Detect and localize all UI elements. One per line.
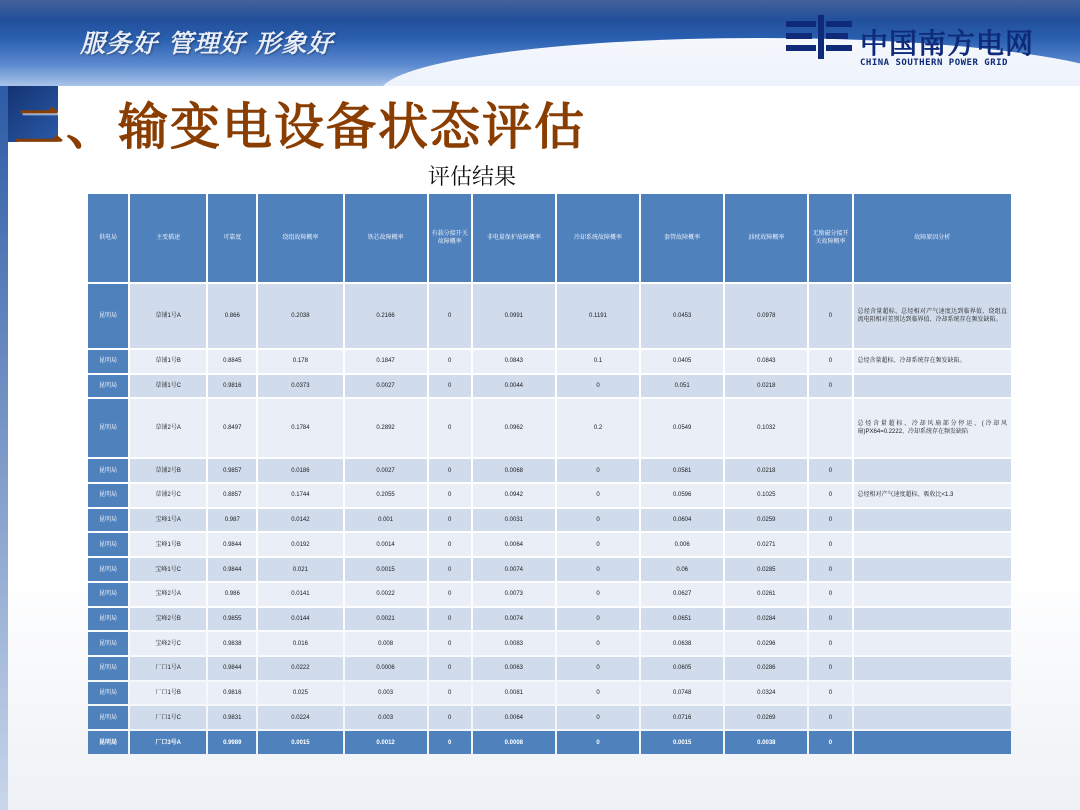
table-cell: 0.0962 <box>473 399 555 457</box>
table-cell: 0 <box>429 509 471 532</box>
table-cell: 草铺1号C <box>130 375 206 398</box>
table-cell <box>809 399 851 457</box>
table-cell: 厂口1号C <box>130 706 206 729</box>
table-cell: 0.0006 <box>345 657 427 680</box>
table-cell: 0 <box>809 632 851 655</box>
table-cell: 0.008 <box>345 632 427 655</box>
table-cell: 厂口1号A <box>130 657 206 680</box>
table-cell: 0.0015 <box>258 731 342 754</box>
table-cell: 0.0978 <box>725 284 807 348</box>
table-cell: 草铺2号C <box>130 484 206 507</box>
row-analysis-cell: 总烃相对产气速度超标、吸收比<1.3 <box>854 484 1011 507</box>
row-bureau-cell: 昆明局 <box>88 632 128 655</box>
row-bureau-cell: 昆明局 <box>88 509 128 532</box>
row-bureau-cell: 昆明局 <box>88 484 128 507</box>
table-cell: 0.0141 <box>258 583 342 606</box>
table-cell: 0 <box>429 682 471 705</box>
table-row <box>88 399 1011 457</box>
column-header: 无励磁分接开关故障概率 <box>809 194 851 282</box>
table-row <box>88 459 1011 482</box>
table-cell: 0.0021 <box>345 608 427 631</box>
row-analysis-cell <box>854 533 1011 556</box>
table-cell: 0.0031 <box>473 509 555 532</box>
row-analysis-cell <box>854 608 1011 631</box>
table-cell: 0 <box>429 459 471 482</box>
table-cell: 0 <box>429 657 471 680</box>
table-cell: 0.003 <box>345 706 427 729</box>
column-header: 主变描述 <box>130 194 206 282</box>
table-cell: 0 <box>809 583 851 606</box>
table-cell: 厂口3号A <box>130 731 206 754</box>
table-cell: 0 <box>557 375 639 398</box>
table-cell: 0.9816 <box>208 682 256 705</box>
table-cell: 0.0261 <box>725 583 807 606</box>
table-cell: 0.9857 <box>208 459 256 482</box>
table-cell: 0 <box>429 583 471 606</box>
column-header: 油枕故障概率 <box>725 194 807 282</box>
table-cell: 0.9816 <box>208 375 256 398</box>
table-cell: 0.0073 <box>473 583 555 606</box>
table-cell: 0 <box>809 350 851 373</box>
table-cell: 0.2055 <box>345 484 427 507</box>
row-bureau-cell: 昆明局 <box>88 399 128 457</box>
table-cell: 0 <box>429 399 471 457</box>
table-cell: 0 <box>809 484 851 507</box>
row-analysis-cell <box>854 657 1011 680</box>
table-cell: 0.0269 <box>725 706 807 729</box>
table-cell: 0.0144 <box>258 608 342 631</box>
table-cell: 0.9844 <box>208 657 256 680</box>
table-cell: 0.0074 <box>473 558 555 581</box>
table-cell: 宝峰2号B <box>130 608 206 631</box>
table-cell: 0.0405 <box>641 350 723 373</box>
row-analysis-cell: 总烃含量超标、总烃相对产气速度达到临界值、绕组直流电阻相对差别达到临界值、冷却系统存在频发缺陷。 <box>854 284 1011 348</box>
table-cell: 厂口1号B <box>130 682 206 705</box>
table-row <box>88 657 1011 680</box>
row-analysis-cell <box>854 558 1011 581</box>
table-cell: 0.0083 <box>473 632 555 655</box>
table-cell: 0 <box>429 608 471 631</box>
table-cell: 0 <box>429 533 471 556</box>
row-bureau-cell: 昆明局 <box>88 657 128 680</box>
table-cell: 0.0296 <box>725 632 807 655</box>
column-header: 可靠度 <box>208 194 256 282</box>
table-cell: 0.0627 <box>641 583 723 606</box>
table-cell: 0.0081 <box>473 682 555 705</box>
table-row <box>88 731 1011 754</box>
table-cell: 0.8497 <box>208 399 256 457</box>
table-cell: 0.9844 <box>208 533 256 556</box>
assessment-table <box>86 192 1013 756</box>
column-header: 套管故障概率 <box>641 194 723 282</box>
table-cell: 0 <box>809 682 851 705</box>
table-cell: 0.0596 <box>641 484 723 507</box>
table-cell: 0.986 <box>208 583 256 606</box>
csg-logo-icon <box>784 13 854 67</box>
table-cell: 0.0324 <box>725 682 807 705</box>
table-cell: 0.0064 <box>473 706 555 729</box>
table-cell: 0 <box>557 533 639 556</box>
table-cell: 0 <box>557 583 639 606</box>
logo-english-name: CHINA SOUTHERN POWER GRID <box>860 58 1008 68</box>
table-cell: 0.0991 <box>473 284 555 348</box>
table-cell: 0.0271 <box>725 533 807 556</box>
table-cell: 0 <box>429 375 471 398</box>
table-cell: 0.0027 <box>345 459 427 482</box>
table-cell: 0.0027 <box>345 375 427 398</box>
table-cell: 0.0192 <box>258 533 342 556</box>
table-cell: 0.1847 <box>345 350 427 373</box>
table-cell: 0.0015 <box>345 558 427 581</box>
table-cell: 0.0063 <box>473 657 555 680</box>
table-cell: 0.1191 <box>557 284 639 348</box>
table-cell: 0.9855 <box>208 608 256 631</box>
table-cell: 宝峰1号B <box>130 533 206 556</box>
column-header: 故障原因分析 <box>854 194 1011 282</box>
table-body <box>88 284 1011 754</box>
table-row <box>88 484 1011 507</box>
row-bureau-cell: 昆明局 <box>88 558 128 581</box>
column-header: 铁芯故障概率 <box>345 194 427 282</box>
table-cell: 0 <box>429 632 471 655</box>
table-cell: 0 <box>557 558 639 581</box>
table-cell: 0.0604 <box>641 509 723 532</box>
table-cell: 0 <box>557 509 639 532</box>
table-cell: 0.0218 <box>725 375 807 398</box>
table-cell: 宝峰2号C <box>130 632 206 655</box>
row-bureau-cell: 昆明局 <box>88 706 128 729</box>
table-cell: 0 <box>557 459 639 482</box>
column-header: 冷却系统故障概率 <box>557 194 639 282</box>
table-cell: 草铺1号A <box>130 284 206 348</box>
table-cell: 0.0638 <box>641 632 723 655</box>
table-cell: 0 <box>557 706 639 729</box>
table-cell: 0.0008 <box>473 731 555 754</box>
row-analysis-cell: 总烃含量超标、冷却系统存在频发缺陷。 <box>854 350 1011 373</box>
table-cell: 0.178 <box>258 350 342 373</box>
table-cell: 0.0651 <box>641 608 723 631</box>
table-cell: 0.2 <box>557 399 639 457</box>
table-cell: 0.0012 <box>345 731 427 754</box>
table-cell: 0.0014 <box>345 533 427 556</box>
table-cell: 0.2038 <box>258 284 342 348</box>
table-cell: 0.1 <box>557 350 639 373</box>
column-header: 供电局 <box>88 194 128 282</box>
table-cell: 0.9989 <box>208 731 256 754</box>
table-cell: 0.0549 <box>641 399 723 457</box>
table-cell: 0.0843 <box>473 350 555 373</box>
table-cell: 0 <box>809 284 851 348</box>
table-row <box>88 350 1011 373</box>
row-bureau-cell: 昆明局 <box>88 350 128 373</box>
table-cell: 0.9838 <box>208 632 256 655</box>
table-cell: 0 <box>429 731 471 754</box>
logo-chinese-name: 中国南方电网 <box>860 27 1035 60</box>
table-cell: 0 <box>809 657 851 680</box>
table-cell: 0 <box>809 706 851 729</box>
row-bureau-cell: 昆明局 <box>88 533 128 556</box>
table-cell: 0.0142 <box>258 509 342 532</box>
table-row <box>88 583 1011 606</box>
table-cell: 0.0373 <box>258 375 342 398</box>
column-header: 绕组故障概率 <box>258 194 342 282</box>
table-cell: 0 <box>809 558 851 581</box>
column-header: 非电量保护故障概率 <box>473 194 555 282</box>
header-banner <box>0 0 1080 86</box>
table-cell: 0 <box>557 657 639 680</box>
table-cell: 0 <box>429 484 471 507</box>
table-cell: 草铺1号B <box>130 350 206 373</box>
table-cell: 0.1744 <box>258 484 342 507</box>
table-cell: 0.0068 <box>473 459 555 482</box>
page-title: 二、输变电设备状态评估 <box>14 98 586 156</box>
table-row <box>88 375 1011 398</box>
row-bureau-cell: 昆明局 <box>88 608 128 631</box>
table-cell: 草铺2号B <box>130 459 206 482</box>
table-cell: 0 <box>557 608 639 631</box>
table-cell: 0 <box>557 682 639 705</box>
table-cell: 0.2166 <box>345 284 427 348</box>
row-analysis-cell <box>854 731 1011 754</box>
table-caption: 评估结果 <box>427 165 516 190</box>
table-cell: 0.0074 <box>473 608 555 631</box>
table-row <box>88 608 1011 631</box>
table-cell: 0.1784 <box>258 399 342 457</box>
table-cell: 0.016 <box>258 632 342 655</box>
table-cell: 0.987 <box>208 509 256 532</box>
row-analysis-cell <box>854 509 1011 532</box>
row-analysis-cell: 总烃含量超标、冷却风扇部分停运、(冷却风扇)PX64=0.2222、冷却系统存在频发缺陷 <box>854 399 1011 457</box>
table-cell: 0.0015 <box>641 731 723 754</box>
table-cell: 0.866 <box>208 284 256 348</box>
table-cell: 0 <box>809 459 851 482</box>
table-cell: 0.9831 <box>208 706 256 729</box>
table-cell: 0.0259 <box>725 509 807 532</box>
table-cell: 0.06 <box>641 558 723 581</box>
table-cell: 0.0064 <box>473 533 555 556</box>
table-cell: 0 <box>557 484 639 507</box>
table-cell: 0 <box>809 509 851 532</box>
row-bureau-cell: 昆明局 <box>88 375 128 398</box>
table-cell: 0 <box>429 284 471 348</box>
row-bureau-cell: 昆明局 <box>88 583 128 606</box>
table-cell: 0 <box>557 731 639 754</box>
table-cell: 0.0022 <box>345 583 427 606</box>
table-cell: 0 <box>809 533 851 556</box>
table-row <box>88 284 1011 348</box>
table-cell: 宝峰2号A <box>130 583 206 606</box>
table-cell: 0.9844 <box>208 558 256 581</box>
row-analysis-cell <box>854 459 1011 482</box>
table-cell: 0 <box>429 706 471 729</box>
table-cell: 0.0284 <box>725 608 807 631</box>
table-cell: 草铺2号A <box>130 399 206 457</box>
table-header-row <box>88 194 1011 282</box>
row-analysis-cell <box>854 682 1011 705</box>
table-cell: 0.8845 <box>208 350 256 373</box>
row-analysis-cell <box>854 583 1011 606</box>
column-header: 有载分接开关故障概率 <box>429 194 471 282</box>
table-cell: 0 <box>809 608 851 631</box>
row-analysis-cell <box>854 375 1011 398</box>
table-cell: 0.0038 <box>725 731 807 754</box>
table-cell: 0.0285 <box>725 558 807 581</box>
table-cell: 0.0581 <box>641 459 723 482</box>
table-cell: 0.0186 <box>258 459 342 482</box>
table-cell: 0.021 <box>258 558 342 581</box>
table-cell: 0.025 <box>258 682 342 705</box>
table-cell: 0.0224 <box>258 706 342 729</box>
table-cell: 0.051 <box>641 375 723 398</box>
table-cell: 0.006 <box>641 533 723 556</box>
table-cell: 0.0942 <box>473 484 555 507</box>
table-cell: 0.003 <box>345 682 427 705</box>
slogan-text: 服务好 管理好 形象好 <box>80 29 334 58</box>
table-cell: 0.0453 <box>641 284 723 348</box>
table-cell: 0.0748 <box>641 682 723 705</box>
table-cell: 0.8857 <box>208 484 256 507</box>
table-cell: 0 <box>429 350 471 373</box>
table-cell: 0 <box>557 632 639 655</box>
banner-shine <box>0 0 1080 20</box>
table-cell: 0.0605 <box>641 657 723 680</box>
table-cell: 0.2892 <box>345 399 427 457</box>
table-cell: 0.0222 <box>258 657 342 680</box>
table-cell: 0 <box>429 558 471 581</box>
table-cell: 0.0716 <box>641 706 723 729</box>
table-cell: 宝峰1号C <box>130 558 206 581</box>
table-cell: 0.001 <box>345 509 427 532</box>
row-bureau-cell: 昆明局 <box>88 459 128 482</box>
row-bureau-cell: 昆明局 <box>88 682 128 705</box>
table-cell: 0 <box>809 375 851 398</box>
row-bureau-cell: 昆明局 <box>88 284 128 348</box>
table-row <box>88 558 1011 581</box>
row-analysis-cell <box>854 632 1011 655</box>
table-cell: 0.1025 <box>725 484 807 507</box>
table-cell: 0.0218 <box>725 459 807 482</box>
table-cell: 0.0044 <box>473 375 555 398</box>
table-cell: 0.0286 <box>725 657 807 680</box>
table-row <box>88 682 1011 705</box>
table-cell: 0 <box>809 731 851 754</box>
table-row <box>88 706 1011 729</box>
table-cell: 0.1032 <box>725 399 807 457</box>
row-analysis-cell <box>854 706 1011 729</box>
table-row <box>88 509 1011 532</box>
row-bureau-cell: 昆明局 <box>88 731 128 754</box>
left-edge-bar <box>0 86 8 810</box>
table-row <box>88 632 1011 655</box>
table-row <box>88 533 1011 556</box>
table-cell: 宝峰1号A <box>130 509 206 532</box>
table-cell: 0.0843 <box>725 350 807 373</box>
